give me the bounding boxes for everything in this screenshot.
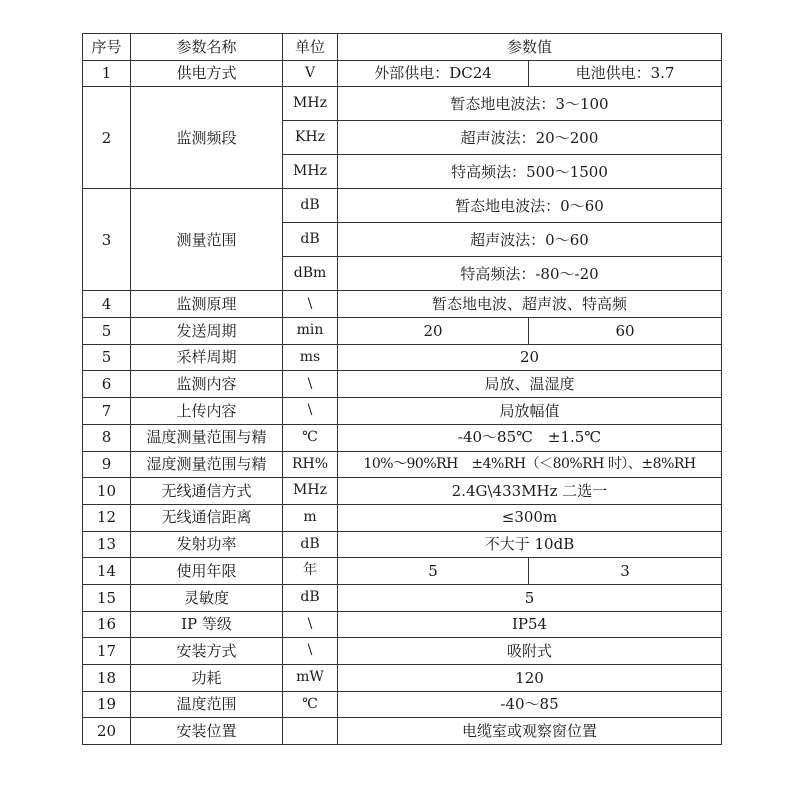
- row-no: 18: [83, 665, 131, 692]
- row-value: 暂态地电波法：3～100: [338, 87, 722, 121]
- table-row: [83, 318, 722, 345]
- row-no: 2: [83, 87, 131, 189]
- row-no: 10: [83, 478, 131, 505]
- row-unit: dB: [283, 223, 338, 257]
- table-row: [83, 611, 722, 638]
- row-name: 监测内容: [131, 371, 283, 398]
- row-unit: \: [283, 611, 338, 638]
- table-row: [83, 87, 722, 121]
- row-no: 3: [83, 189, 131, 291]
- table-row: [83, 424, 722, 451]
- row-name: 发送周期: [131, 318, 283, 345]
- table-row: [83, 504, 722, 531]
- table-row: [83, 344, 722, 371]
- row-unit: MHz: [283, 155, 338, 189]
- row-unit: mW: [283, 665, 338, 692]
- row-name: 灵敏度: [131, 584, 283, 611]
- row-unit: 年: [283, 558, 338, 585]
- row-value: 20: [338, 344, 722, 371]
- row-no: 8: [83, 424, 131, 451]
- row-name: 湿度测量范围与精: [131, 451, 283, 478]
- row-value: 5: [338, 584, 722, 611]
- row-value-2: 60: [529, 318, 722, 345]
- row-no: 7: [83, 398, 131, 425]
- row-unit: \: [283, 371, 338, 398]
- row-no: 16: [83, 611, 131, 638]
- row-no: 5: [83, 344, 131, 371]
- row-value: 不大于 10dB: [338, 531, 722, 558]
- row-unit: RH%: [283, 451, 338, 478]
- row-value: 局放、温湿度: [338, 371, 722, 398]
- row-unit: m: [283, 504, 338, 531]
- table-row: [83, 665, 722, 692]
- table-row: [83, 531, 722, 558]
- header-no: 序号: [83, 34, 131, 61]
- row-unit: dBm: [283, 257, 338, 291]
- table-row: [83, 371, 722, 398]
- row-value: 暂态地电波法：0～60: [338, 189, 722, 223]
- row-value: -40～85: [338, 691, 722, 718]
- row-value: 暂态地电波、超声波、特高频: [338, 291, 722, 318]
- row-value: 吸附式: [338, 638, 722, 665]
- parameter-table: [82, 33, 722, 745]
- table-row: [83, 558, 722, 585]
- table-row: [83, 60, 722, 87]
- row-name: 安装位置: [131, 718, 283, 745]
- row-name: 监测频段: [131, 87, 283, 189]
- row-name: IP 等级: [131, 611, 283, 638]
- row-value-1: 外部供电：DC24: [338, 60, 529, 87]
- table-row: [83, 291, 722, 318]
- row-no: 1: [83, 60, 131, 87]
- row-unit: MHz: [283, 87, 338, 121]
- row-value: 超声波法：0～60: [338, 223, 722, 257]
- table-row: [83, 691, 722, 718]
- row-value: 特高频法：500～1500: [338, 155, 722, 189]
- row-unit: ℃: [283, 424, 338, 451]
- row-unit: dB: [283, 584, 338, 611]
- table-row: [83, 638, 722, 665]
- row-name: 温度范围: [131, 691, 283, 718]
- row-name: 采样周期: [131, 344, 283, 371]
- row-unit: V: [283, 60, 338, 87]
- row-name: 无线通信方式: [131, 478, 283, 505]
- row-value: 120: [338, 665, 722, 692]
- row-no: 20: [83, 718, 131, 745]
- row-unit: min: [283, 318, 338, 345]
- row-value-1: 5: [338, 558, 529, 585]
- row-name: 测量范围: [131, 189, 283, 291]
- row-name: 无线通信距离: [131, 504, 283, 531]
- row-no: 17: [83, 638, 131, 665]
- row-unit: \: [283, 398, 338, 425]
- row-unit: [283, 718, 338, 745]
- row-no: 19: [83, 691, 131, 718]
- row-value: 电缆室或观察窗位置: [338, 718, 722, 745]
- row-value: 10%～90%RH ±4%RH（＜80%RH 时）、±8%RH: [338, 451, 722, 478]
- table-header-row: [83, 34, 722, 61]
- row-value-2: 电池供电：3.7: [529, 60, 722, 87]
- row-name: 供电方式: [131, 60, 283, 87]
- header-unit: 单位: [283, 34, 338, 61]
- row-value: 特高频法：-80～-20: [338, 257, 722, 291]
- row-no: 13: [83, 531, 131, 558]
- row-value: -40～85℃ ±1.5℃: [338, 424, 722, 451]
- row-name: 安装方式: [131, 638, 283, 665]
- row-name: 监测原理: [131, 291, 283, 318]
- row-unit: ℃: [283, 691, 338, 718]
- header-name: 参数名称: [131, 34, 283, 61]
- row-value: IP54: [338, 611, 722, 638]
- parameter-table-body: [83, 34, 722, 745]
- row-name: 功耗: [131, 665, 283, 692]
- header-value: 参数值: [338, 34, 722, 61]
- row-name: 温度测量范围与精: [131, 424, 283, 451]
- row-value: 2.4G\433MHz 二选一: [338, 478, 722, 505]
- row-unit: ms: [283, 344, 338, 371]
- row-unit: KHz: [283, 121, 338, 155]
- row-name: 发射功率: [131, 531, 283, 558]
- row-unit: MHz: [283, 478, 338, 505]
- row-unit: \: [283, 291, 338, 318]
- row-unit: dB: [283, 189, 338, 223]
- row-value: 局放幅值: [338, 398, 722, 425]
- row-value-1: 20: [338, 318, 529, 345]
- row-value: ≤300m: [338, 504, 722, 531]
- row-no: 6: [83, 371, 131, 398]
- table-row: [83, 478, 722, 505]
- row-no: 14: [83, 558, 131, 585]
- row-no: 5: [83, 318, 131, 345]
- row-name: 上传内容: [131, 398, 283, 425]
- row-name: 使用年限: [131, 558, 283, 585]
- row-no: 15: [83, 584, 131, 611]
- row-value-2: 3: [529, 558, 722, 585]
- table-row: [83, 584, 722, 611]
- row-no: 12: [83, 504, 131, 531]
- row-value: 超声波法：20～200: [338, 121, 722, 155]
- row-no: 4: [83, 291, 131, 318]
- table-row: [83, 451, 722, 478]
- row-no: 9: [83, 451, 131, 478]
- row-unit: \: [283, 638, 338, 665]
- row-unit: dB: [283, 531, 338, 558]
- table-row: [83, 718, 722, 745]
- table-row: [83, 189, 722, 223]
- table-row: [83, 398, 722, 425]
